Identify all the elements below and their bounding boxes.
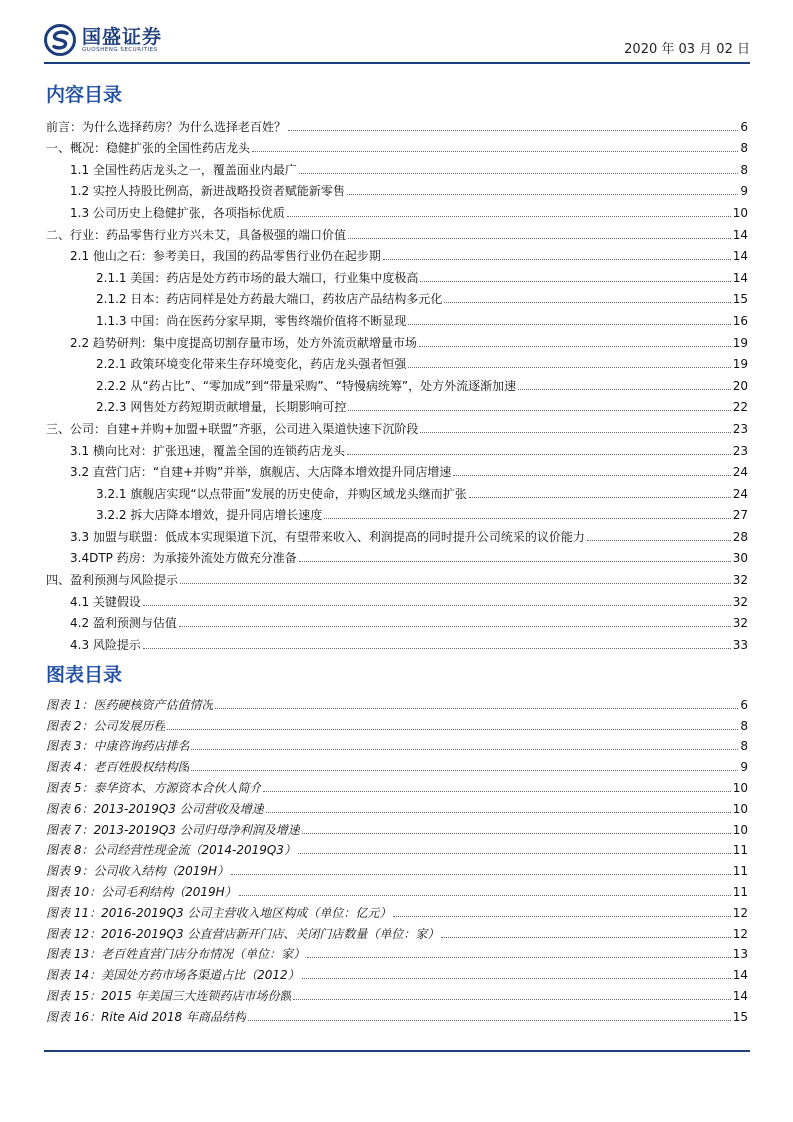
dot-leader — [324, 518, 730, 519]
toc-entry[interactable] — [46, 243, 748, 265]
toc-entry-text: 1.2 实控人持股比例高，新进战略投资者赋能新零售 — [70, 184, 345, 199]
company-logo — [44, 24, 162, 56]
toc-entry[interactable] — [46, 610, 748, 632]
figure-entry[interactable] — [46, 879, 748, 900]
toc-title: 内容目录 — [46, 84, 123, 106]
toc-entry-text: 3.1 横向比对：扩张迅速，覆盖全国的连锁药店龙头 — [70, 443, 345, 458]
figure-entry-text: 图表 11：2016-2019Q3 公司主营收入地区构成（单位：亿元） — [46, 905, 392, 920]
toc-list — [46, 113, 748, 653]
toc-entry-text: 2.1.2 日本：药店同样是处方药最大端口，药妆店产品结构多元化 — [96, 292, 443, 307]
toc-entry-page: 8 — [740, 162, 748, 177]
figure-entry-page: 8 — [740, 718, 748, 733]
toc-entry-text: 3.3 加盟与联盟：低成本实现渠道下沉，有望带来收入、利润提高的同时提升公司统采的议价能力 — [70, 529, 585, 544]
toc-entry-page: 22 — [732, 400, 748, 415]
dot-leader — [179, 626, 731, 627]
toc-entry[interactable] — [46, 178, 748, 200]
toc-entry-text: 三、公司：自建+并购+加盟+联盟”齐驱，公司进入渠道快速下沉阶段 — [46, 421, 419, 436]
figure-entry-text: 图表 8：公司经营性现金流（2014-2019Q3） — [46, 843, 296, 858]
figures-list — [46, 692, 748, 1025]
toc-entry-text: 前言：为什么选择药房？为什么选择老百姓？ — [46, 119, 287, 134]
page-header — [44, 24, 750, 60]
figure-entry-text: 图表 5：泰华资本、方源资本合伙人简介 — [46, 780, 262, 795]
dot-leader — [266, 812, 731, 813]
dot-leader — [299, 561, 731, 562]
toc-entry[interactable] — [46, 415, 748, 437]
toc-entry[interactable] — [46, 502, 748, 524]
toc-entry-page: 19 — [732, 335, 748, 350]
toc-entry[interactable] — [46, 437, 748, 459]
toc-entry-text: 3.2 直营门店：“自建+并购”并举，旗舰店、大店降本增效提升同店增速 — [70, 465, 452, 480]
figure-entry-page: 12 — [732, 905, 748, 920]
dot-leader — [287, 216, 731, 217]
toc-entry-page: 20 — [732, 378, 748, 393]
dot-leader — [347, 454, 731, 455]
dot-leader — [383, 259, 731, 260]
dot-leader — [298, 853, 731, 854]
dot-leader — [420, 281, 730, 282]
figure-entry-text: 图表 9：公司收入结构（2019H） — [46, 864, 230, 879]
dot-leader — [453, 475, 730, 476]
figure-entry-page: 15 — [732, 1009, 748, 1024]
toc-entry-page: 16 — [732, 313, 748, 328]
figure-entry-text: 图表 15：2015 年美国三大连锁药店市场份额 — [46, 988, 292, 1003]
toc-entry-text: 一、概况：稳健扩张的全国性药店龙头 — [46, 141, 251, 156]
figure-entry-page: 8 — [740, 739, 748, 754]
toc-entry-page: 23 — [732, 443, 748, 458]
dot-leader — [239, 895, 731, 896]
toc-entry[interactable] — [46, 199, 748, 221]
dot-leader — [288, 130, 738, 131]
figure-entry-text: 图表 4：老百姓股权结构图 — [46, 760, 190, 775]
toc-entry-page: 27 — [732, 508, 748, 523]
figure-entry-page: 10 — [732, 822, 748, 837]
figure-entry[interactable] — [46, 921, 748, 942]
dot-leader — [307, 957, 731, 958]
figure-entry-text: 图表 2：公司发展历程 — [46, 718, 166, 733]
toc-entry-page: 15 — [732, 292, 748, 307]
figure-entry-page: 9 — [740, 760, 748, 775]
dot-leader — [191, 749, 738, 750]
dot-leader — [143, 605, 731, 606]
figure-entry[interactable] — [46, 858, 748, 879]
toc-entry-text: 2.1 他山之石：参考美日，我国的药品零售行业仍在起步期 — [70, 249, 381, 264]
footer-divider — [44, 1050, 750, 1052]
figure-entry[interactable] — [46, 900, 748, 921]
toc-entry[interactable] — [46, 372, 748, 394]
figure-entry[interactable] — [46, 942, 748, 963]
toc-entry[interactable] — [46, 156, 748, 178]
toc-entry-page: 24 — [732, 465, 748, 480]
figure-entry[interactable] — [46, 713, 748, 734]
toc-entry-text: 2.1.1 美国：药店是处方药市场的最大端口，行业集中度极高 — [96, 270, 419, 285]
figure-entry[interactable] — [46, 983, 748, 1004]
toc-entry-page: 6 — [740, 119, 748, 134]
figures-title: 图表目录 — [46, 664, 123, 686]
toc-entry-page: 30 — [732, 551, 748, 566]
dot-leader — [408, 324, 730, 325]
figure-entry-page: 13 — [732, 947, 748, 962]
dot-leader — [347, 194, 738, 195]
figure-entry-text: 图表 14：美国处方药市场各渠道占比（2012） — [46, 968, 300, 983]
figure-entry[interactable] — [46, 734, 748, 755]
dot-leader — [263, 791, 730, 792]
dot-leader — [293, 999, 730, 1000]
toc-entry-text: 3.2.1 旗舰店实现“以点带面”发展的历史使命，并购区域龙头继而扩张 — [96, 486, 467, 501]
toc-entry[interactable] — [46, 286, 748, 308]
figure-entry-text: 图表 1：医药硬核资产估值情况 — [46, 697, 214, 712]
toc-entry-page: 32 — [732, 594, 748, 609]
toc-entry-text: 1.1.3 中国：尚在医药分家早期，零售终端价值将不断显现 — [96, 313, 407, 328]
figure-entry[interactable] — [46, 1004, 748, 1025]
dot-leader — [419, 346, 731, 347]
dot-leader — [469, 497, 731, 498]
figure-entry-page: 6 — [740, 697, 748, 712]
figure-entry-page: 11 — [732, 884, 748, 899]
figure-entry-page: 10 — [732, 780, 748, 795]
figure-entry[interactable] — [46, 754, 748, 775]
toc-entry[interactable] — [46, 394, 748, 416]
figure-entry-page: 14 — [732, 988, 748, 1003]
toc-entry-text: 2.2.1 政策环境变化带来生存环境变化，药店龙头强者恒强 — [96, 357, 407, 372]
toc-entry[interactable] — [46, 523, 748, 545]
toc-entry[interactable] — [46, 351, 748, 373]
dot-leader — [167, 729, 738, 730]
toc-entry-text: 1.1 全国性药店龙头之一，覆盖面业内最广 — [70, 162, 297, 177]
toc-entry[interactable] — [46, 566, 748, 588]
figure-entry-page: 10 — [732, 801, 748, 816]
toc-entry[interactable] — [46, 545, 748, 567]
dot-leader — [252, 151, 738, 152]
dot-leader — [348, 410, 730, 411]
dot-leader — [191, 770, 738, 771]
toc-entry-page: 24 — [732, 486, 748, 501]
toc-entry[interactable] — [46, 631, 748, 653]
dot-leader — [420, 432, 730, 433]
figure-entry-page: 12 — [732, 926, 748, 941]
toc-entry-text: 3.4DTP 药房：为承接外流处方做充分准备 — [70, 551, 297, 566]
toc-entry-text: 4.3 风险提示 — [70, 637, 141, 652]
toc-entry-text: 1.3 公司历史上稳健扩张，各项指标优质 — [70, 205, 285, 220]
figure-entry-text: 图表 6：2013-2019Q3 公司营收及增速 — [46, 801, 264, 816]
dot-leader — [393, 916, 730, 917]
toc-entry-page: 9 — [740, 184, 748, 199]
toc-entry[interactable] — [46, 135, 748, 157]
dot-leader — [231, 874, 731, 875]
toc-entry[interactable] — [46, 307, 748, 329]
figure-entry[interactable] — [46, 692, 748, 713]
report-date: 2020 年 03 月 02 日 — [624, 42, 750, 57]
figure-entry-text: 图表 10：公司毛利结构（2019H） — [46, 884, 237, 899]
toc-entry-text: 3.2.2 拆大店降本增效，提升同店增长速度 — [96, 508, 323, 523]
toc-entry-page: 8 — [740, 141, 748, 156]
figure-entry[interactable] — [46, 796, 748, 817]
toc-entry-page: 23 — [732, 421, 748, 436]
dot-leader — [302, 978, 731, 979]
toc-entry[interactable] — [46, 459, 748, 481]
dot-leader — [441, 937, 730, 938]
figure-entry-text: 图表 3：中康咨询药店排名 — [46, 739, 190, 754]
dot-leader — [518, 389, 731, 390]
dot-leader — [444, 302, 730, 303]
header-divider — [44, 62, 750, 64]
toc-entry-page: 14 — [732, 270, 748, 285]
logo-subtitle: GUOSHENG SECURITIES — [82, 46, 158, 53]
toc-entry-text: 2.2.2 从“药占比”、“零加成”到“带量采购”、“特慢病统筹”，处方外流逐渐加速 — [96, 378, 517, 393]
toc-entry-text: 四、盈利预测与风险提示 — [46, 573, 179, 588]
figure-entry-page: 11 — [732, 864, 748, 879]
figure-entry[interactable] — [46, 962, 748, 983]
toc-entry-page: 10 — [732, 205, 748, 220]
dot-leader — [180, 583, 731, 584]
toc-entry[interactable] — [46, 221, 748, 243]
dot-leader — [348, 238, 731, 239]
toc-entry[interactable] — [46, 329, 748, 351]
toc-entry-page: 32 — [732, 616, 748, 631]
toc-entry-text: 二、行业：药品零售行业方兴未艾，具备极强的端口价值 — [46, 227, 347, 242]
dot-leader — [587, 540, 731, 541]
figure-entry-page: 14 — [732, 968, 748, 983]
logo-name: 国盛证券 — [82, 25, 163, 48]
toc-entry-page: 28 — [732, 529, 748, 544]
toc-entry-page: 32 — [732, 573, 748, 588]
toc-entry[interactable] — [46, 113, 748, 135]
dot-leader — [302, 833, 731, 834]
figure-entry[interactable] — [46, 838, 748, 859]
figure-entry-text: 图表 7：2013-2019Q3 公司归母净利润及增速 — [46, 822, 300, 837]
toc-entry-page: 33 — [732, 637, 748, 652]
toc-entry-page: 14 — [732, 227, 748, 242]
figure-entry-text: 图表 16：Rite Aid 2018 年商品结构 — [46, 1009, 246, 1024]
dot-leader — [248, 1020, 731, 1021]
toc-entry[interactable] — [46, 480, 748, 502]
figure-entry-text: 图表 12：2016-2019Q3 公直营店新开门店、关闭门店数量（单位：家） — [46, 926, 440, 941]
dot-leader — [408, 367, 730, 368]
figure-entry[interactable] — [46, 775, 748, 796]
toc-entry-text: 2.2.3 网售处方药短期贡献增量，长期影响可控 — [96, 400, 347, 415]
dot-leader — [143, 648, 731, 649]
figure-entry[interactable] — [46, 817, 748, 838]
toc-entry-text: 4.2 盈利预测与估值 — [70, 616, 177, 631]
toc-entry-page: 19 — [732, 357, 748, 372]
toc-entry[interactable] — [46, 264, 748, 286]
toc-entry[interactable] — [46, 588, 748, 610]
figure-entry-text: 图表 13：老百姓直营门店分布情况（单位：家） — [46, 947, 306, 962]
dot-leader — [215, 708, 738, 709]
toc-entry-page: 14 — [732, 249, 748, 264]
figure-entry-page: 11 — [732, 843, 748, 858]
toc-entry-text: 4.1 关键假设 — [70, 594, 141, 609]
dot-leader — [299, 173, 738, 174]
toc-entry-text: 2.2 趋势研判：集中度提高切割存量市场，处方外流贡献增量市场 — [70, 335, 417, 350]
logo-mark-icon — [44, 24, 78, 56]
